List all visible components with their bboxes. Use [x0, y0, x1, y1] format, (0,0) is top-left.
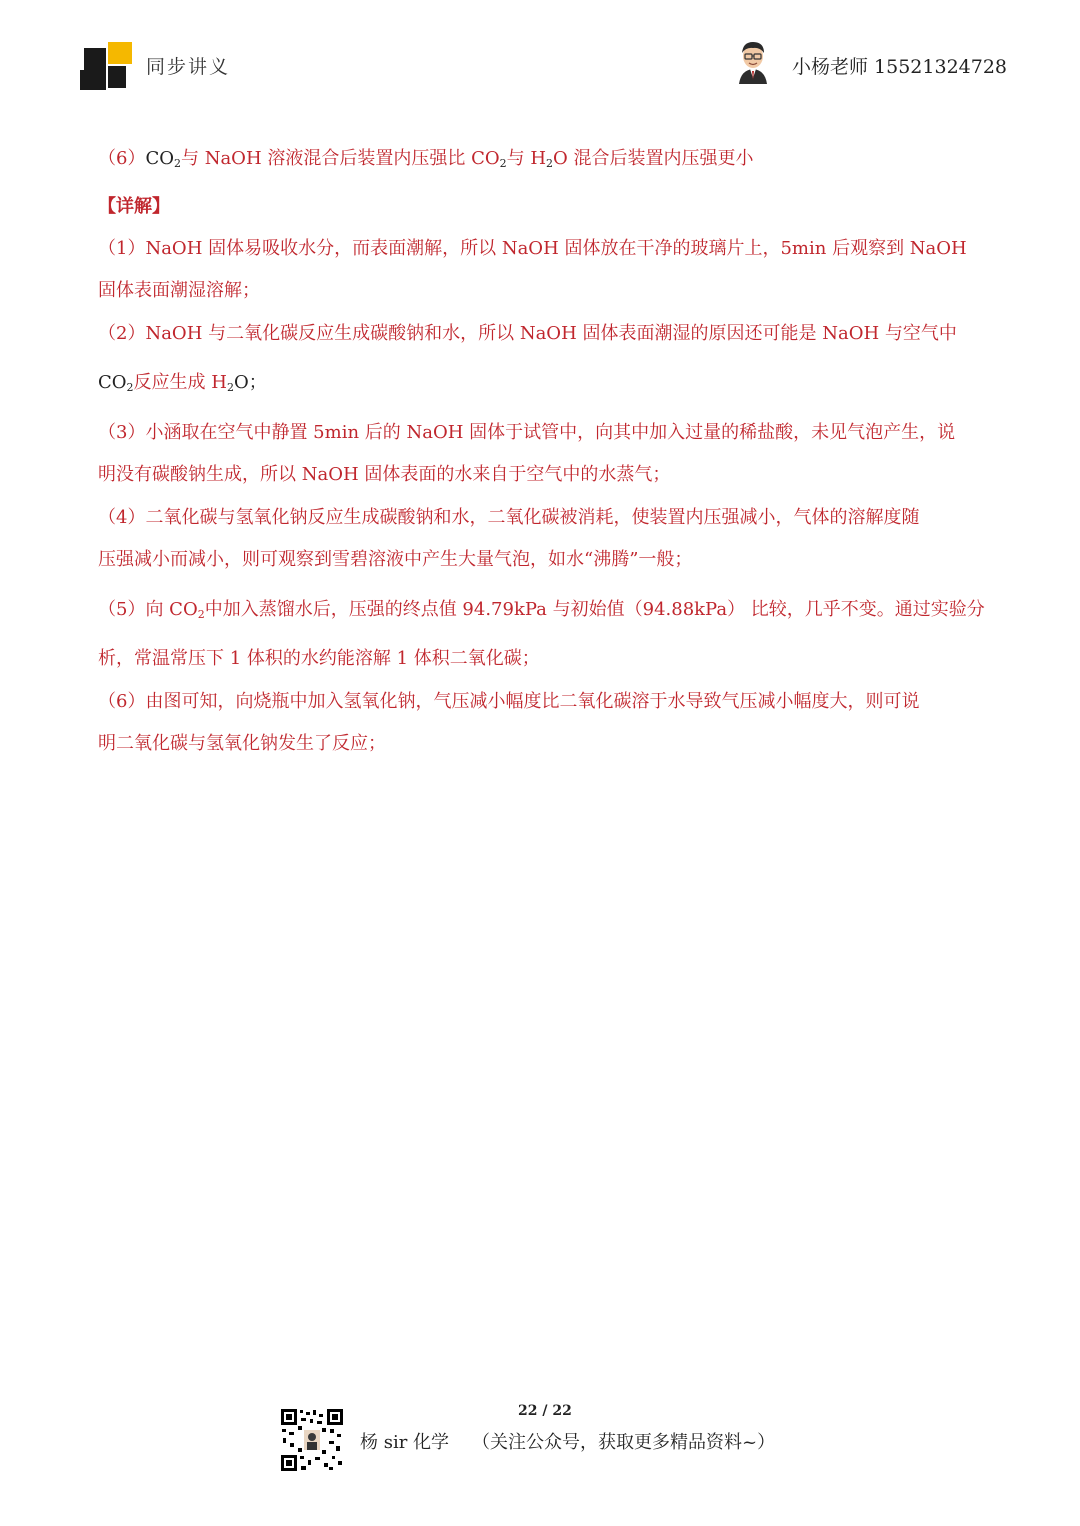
detail-1-line-1: （1）NaOH 固体易吸收水分，而表面潮解，所以 NaOH 固体放在干净的玻璃片上，5min 后观察到 NaOH: [98, 238, 967, 259]
detail-heading: 【详解】: [98, 196, 170, 217]
detail-1-line-2: 固体表面潮湿溶解；: [98, 280, 260, 301]
teacher-avatar-icon: [733, 38, 773, 84]
detail-6-line-1: （6）由图可知，向烧瓶中加入氢氧化钠，气压减小幅度比二氧化碳溶于水导致气压减小幅度大，则可说: [98, 691, 920, 712]
detail-6-line-2: 明二氧化碳与氢氧化钠发生了反应；: [98, 733, 386, 754]
qr-code-icon: [280, 1408, 344, 1472]
detail-3-line-2: 明没有碳酸钠生成，所以 NaOH 固体表面的水来自于空气中的水蒸气；: [98, 464, 671, 485]
teacher-contact: 小杨老师 15521324728: [792, 56, 1008, 78]
detail-2-line-2: $CO_2$反应生成 $H_2O$；: [98, 372, 267, 394]
detail-3-line-1: （3）小涵取在空气中静置 5min 后的 NaOH 固体于试管中，向其中加入过量的稀盐酸，未见气泡产生，说: [98, 422, 956, 443]
detail-5-line-1: （5）向 $CO_2$中加入蒸馏水后，压强的终点值 94.79kPa 与初始值（94.88kPa） 比较，几乎不变。通过实验分: [98, 599, 985, 621]
detail-5-line-2: 析，常温常压下 1 体积的水约能溶解 1 体积二氧化碳；: [98, 648, 540, 669]
detail-4-line-1: （4）二氧化碳与氢氧化钠反应生成碳酸钠和水，二氧化碳被消耗，使装置内压强减小，气体的溶解度随: [98, 507, 920, 528]
answer-6-line: $(6)CO_2$与 NaOH 溶液混合后装置内压强比 $CO_2$与 $H_2O$ 混合后装置内压强更小: [98, 148, 754, 170]
header-title: 同步讲义: [146, 56, 231, 78]
footer-note: （关注公众号，获取更多精品资料~）: [472, 1432, 776, 1453]
page-number: 22 / 22: [518, 1403, 572, 1419]
detail-2-line-1: （2）NaOH 与二氧化碳反应生成碳酸钠和水，所以 NaOH 固体表面潮湿的原因还可能是 NaOH 与空气中: [98, 323, 957, 344]
brand-logo: [80, 42, 136, 90]
footer-brand: 杨 sir 化学: [360, 1432, 450, 1453]
detail-4-line-2: 压强减小而减小，则可观察到雪碧溶液中产生大量气泡，如水“沸腾”一般；: [98, 549, 693, 570]
